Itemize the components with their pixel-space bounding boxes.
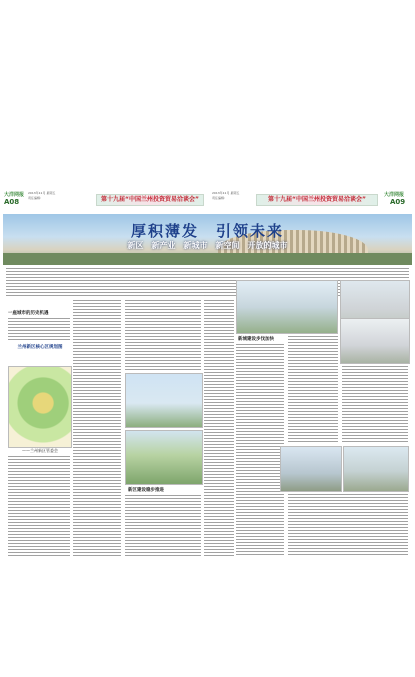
city-rendering-photo bbox=[236, 280, 338, 334]
skyline-photo bbox=[125, 373, 203, 428]
column1-heading: 一座城市的历史机遇 bbox=[8, 311, 49, 316]
left-newspaper-name: 大洋网报 bbox=[4, 192, 25, 198]
street-rendering-photo bbox=[280, 446, 342, 492]
park-aerial-photo bbox=[125, 430, 203, 485]
hero-ground bbox=[3, 253, 412, 265]
column2-text bbox=[73, 300, 121, 556]
plaza-rendering-photo bbox=[340, 318, 410, 364]
map-title: 兰州新区核心区规划图 bbox=[17, 345, 63, 350]
column6-text bbox=[288, 336, 338, 442]
left-page-number: A08 bbox=[4, 198, 20, 206]
headline-subtitle: 新区 新产业 新城市 新空间 开放的城市 bbox=[127, 241, 288, 250]
column3-text-lower bbox=[125, 495, 201, 556]
right-meta-date: 2013年11月 星期五 bbox=[212, 191, 240, 195]
left-event-banner: 第十九届“中国兰州投资贸易洽谈会” bbox=[96, 194, 204, 206]
district-rendering-photo bbox=[343, 446, 409, 492]
left-masthead bbox=[4, 191, 204, 209]
left-meta-editor: 责任编辑： bbox=[28, 196, 44, 200]
map-credit: ——兰州新区管委会 bbox=[22, 448, 58, 453]
column1-text bbox=[8, 318, 70, 342]
right-masthead bbox=[212, 191, 412, 209]
planning-map bbox=[8, 366, 72, 448]
column5-text bbox=[236, 344, 284, 556]
column3-heading: 新区建设稳步推进 bbox=[128, 488, 164, 493]
hero-banner bbox=[3, 214, 412, 265]
column7-text bbox=[342, 366, 408, 442]
column3-text-upper bbox=[125, 300, 201, 370]
column1-text-lower bbox=[8, 456, 70, 556]
right-page-number: A09 bbox=[390, 198, 406, 206]
column5-heading: 新城建设步伐加快 bbox=[238, 337, 274, 342]
headline-title: 厚积薄发 引领未来 bbox=[130, 222, 284, 240]
column4-text bbox=[204, 300, 234, 556]
right-newspaper-name: 大洋网报 bbox=[384, 192, 405, 198]
column8-text bbox=[288, 494, 408, 556]
right-meta-editor: 责任编辑： bbox=[212, 196, 228, 200]
right-event-banner: 第十九届“中国兰州投资贸易洽谈会” bbox=[256, 194, 378, 206]
left-meta-date: 2013年11月 星期五 bbox=[28, 191, 56, 195]
